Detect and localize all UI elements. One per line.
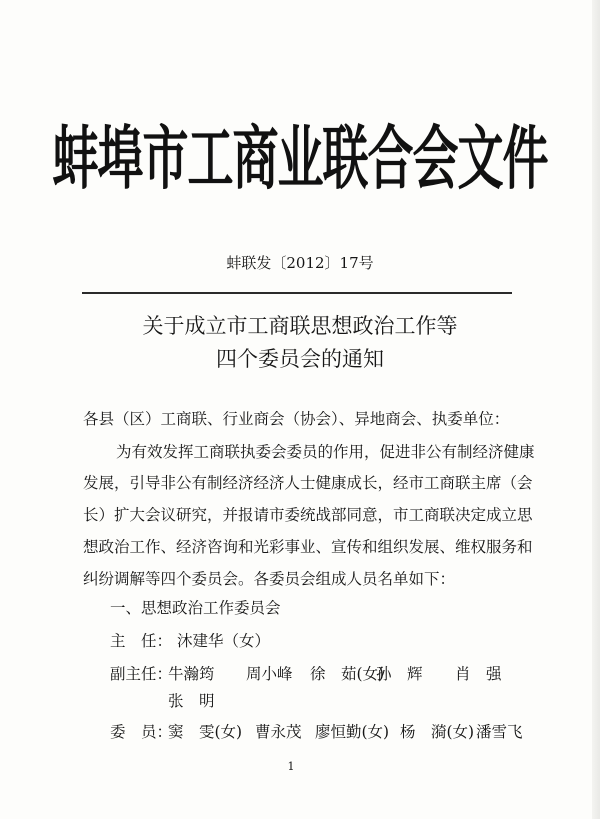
body-line-5: 纠纷调解等四个委员会。各委员会组成人员名单如下： (83, 570, 456, 588)
chair-name: 沐建华（女） (177, 632, 271, 650)
body-line-3: 长）扩大会议研究，并报请市委统战部同意，市工商联决定成立思 (83, 506, 533, 524)
vice-chair-name: 孙 辉 (376, 665, 423, 683)
vice-chair-name: 牛瀚筠 (168, 665, 215, 683)
document-number: 蚌联发〔2012〕17号 (226, 254, 374, 272)
member-name: 窦 雯(女) (168, 723, 243, 741)
vice-chair-label: 副主任： (110, 665, 173, 683)
member-name: 曹永茂 (255, 723, 302, 741)
section-heading: 一、思想政治工作委员会 (110, 599, 281, 617)
vice-chair-name: 徐 茹(女) (310, 665, 385, 683)
page-number: 1 (287, 760, 295, 773)
header-divider (82, 292, 512, 294)
vice-chair-name: 肖 强 (455, 665, 502, 683)
body-line-1: 为有效发挥工商联执委会委员的作用，促进非公有制经济健康 (116, 443, 535, 461)
member-name: 廖恒勤(女) (315, 723, 390, 741)
body-line-2: 发展，引导非公有制经济经济人士健康成长，经市工商联主席（会 (83, 474, 533, 492)
vice-chair-name: 张 明 (168, 692, 215, 710)
addressee: 各县（区）工商联、行业商会（协会）、异地商会、执委单位： (83, 410, 510, 428)
vice-chair-name: 周小峰 (246, 665, 293, 683)
notice-title-line-1: 关于成立市工商联思想政治工作等 (142, 314, 458, 338)
members-label: 委 员： (110, 723, 173, 741)
member-name: 杨 漪(女) (400, 723, 475, 741)
chair-label: 主 任： (110, 632, 173, 650)
member-name: 潘雪飞 (476, 723, 523, 741)
notice-title-line-2: 四个委员会的通知 (216, 347, 384, 371)
masthead-title: 蚌埠市工商业联合会文件 (52, 117, 548, 199)
body-line-4: 想政治工作、经济咨询和光彩事业、宣传和组织发展、维权服务和 (83, 538, 533, 556)
